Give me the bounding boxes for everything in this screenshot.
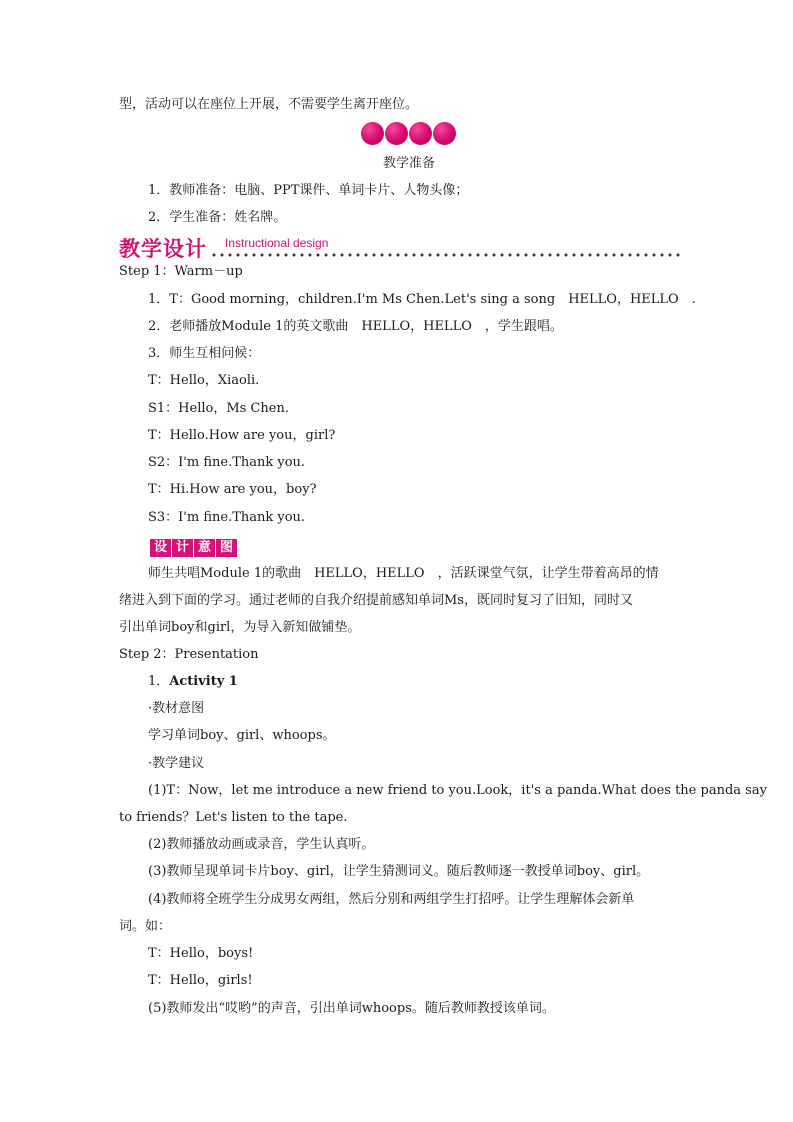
badge-char: 意 bbox=[194, 539, 215, 557]
section-subtitle: Instructional design bbox=[225, 236, 329, 250]
step1-line: S3：I'm fine.Thank you. bbox=[148, 510, 306, 525]
step1-line: T：Hi.How are you，boy? bbox=[148, 482, 317, 497]
prep-title: 教学准备 bbox=[383, 156, 436, 171]
design-intent-badge bbox=[150, 539, 238, 557]
prep-item: 2．学生准备：姓名牌。 bbox=[148, 210, 287, 225]
activity-heading bbox=[148, 673, 238, 691]
badge-char: 设 bbox=[150, 539, 171, 557]
decorative-dots bbox=[361, 122, 457, 145]
design-intent-line: 绪进入到下面的学习。通过老师的自我介绍提前感知单词Ms，既同时复习了旧知，同时又 bbox=[119, 593, 633, 608]
design-intent-line: 师生共唱Module 1的歌曲 HELLO，HELLO ，活跃课堂气氛，让学生带着高昂的情 bbox=[148, 566, 659, 581]
step2-line: to friends？Let's listen to the tape. bbox=[119, 810, 348, 825]
badge-char: 图 bbox=[216, 539, 237, 557]
dot-icon bbox=[361, 122, 384, 145]
activity-label: Activity 1 bbox=[169, 674, 238, 689]
step1-line: 1．T：Good morning，children.I'm Ms Chen.Let's sing a song HELLO，HELLO . bbox=[148, 292, 696, 307]
step2-line: T：Hello，boys! bbox=[148, 946, 254, 961]
material-label: ·教材意图 bbox=[148, 701, 205, 716]
step2-line: 词。如： bbox=[119, 919, 172, 934]
step2-heading: Step 2：Presentation bbox=[119, 647, 259, 662]
step2-line: (3)教师呈现单词卡片boy、girl，让学生猜测词义。随后教师逐一教授单词boy、girl。 bbox=[148, 864, 650, 879]
design-intent-line: 引出单词boy和girl，为导入新知做铺垫。 bbox=[119, 620, 361, 635]
badge-char: 计 bbox=[172, 539, 193, 557]
continued-line: 型，活动可以在座位上开展，不需要学生离开座位。 bbox=[119, 97, 419, 112]
section-divider bbox=[210, 253, 680, 257]
step2-line: T：Hello，girls! bbox=[148, 973, 253, 988]
material-text: 学习单词boy、girl、whoops。 bbox=[148, 728, 336, 743]
prep-item: 1．教师准备：电脑、PPT课件、单词卡片、人物头像； bbox=[148, 183, 469, 198]
step1-line: T：Hello.How are you，girl? bbox=[148, 428, 336, 443]
step1-line: S1：Hello，Ms Chen. bbox=[148, 401, 289, 416]
dot-icon bbox=[433, 122, 456, 145]
step2-line: (1)T：Now，let me introduce a new friend to you.Look，it's a panda.What does the panda say bbox=[148, 783, 767, 798]
section-title: 教学设计 bbox=[119, 237, 207, 261]
step2-line: (5)教师发出“哎哟”的声音，引出单词whoops。随后教师教授该单词。 bbox=[148, 1001, 555, 1016]
step1-line: T：Hello，Xiaoli. bbox=[148, 373, 260, 388]
activity-number: 1． bbox=[148, 674, 170, 689]
step1-line: 2．老师播放Module 1的英文歌曲 HELLO，HELLO ，学生跟唱。 bbox=[148, 319, 563, 334]
step1-line: 3．师生互相问候： bbox=[148, 346, 261, 361]
dot-icon bbox=[409, 122, 432, 145]
suggest-label: ·教学建议 bbox=[148, 756, 205, 771]
step1-line: S2：I'm fine.Thank you. bbox=[148, 455, 306, 470]
step2-line: (4)教师将全班学生分成男女两组，然后分别和两组学生打招呼。让学生理解体会新单 bbox=[148, 892, 635, 907]
dot-icon bbox=[385, 122, 408, 145]
step2-line: (2)教师播放动画或录音，学生认真听。 bbox=[148, 837, 375, 852]
step1-heading: Step 1：Warm－up bbox=[119, 264, 243, 279]
